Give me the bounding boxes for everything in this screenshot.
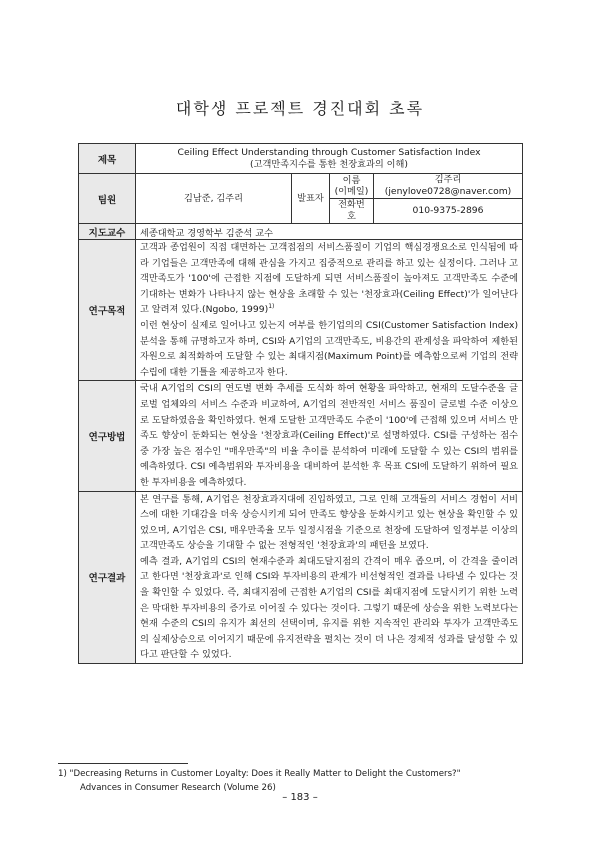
title-label: 제목 — [79, 144, 136, 174]
footnote-line-2: Advances in Consumer Research (Volume 26) — [80, 783, 276, 793]
title-english: Ceiling Effect Understanding through Customer Satisfaction Index — [177, 146, 481, 158]
method-label: 연구방법 — [79, 381, 136, 491]
footnote-line-1: 1) "Decreasing Returns in Customer Loyalty: Does it Really Matter to Delight the Customers?" — [58, 769, 461, 779]
result-label: 연구결과 — [79, 491, 136, 664]
phone-label: 전화번호 — [330, 199, 374, 224]
method-text: 국내 A기업의 CSI의 연도별 변화 추세를 도식화 하여 현황을 파악하고, 현재의 도달수준을 글로벌 업체와의 서비스 수준과 비교하여, A기업의 전반적인 서비스 품질이 글로벌 수준 이상으로 도달하였음을 확인하였다. 현재 도달한 고객만족도 수준이 '100'에 근접해 있으며 서비스 만족도 향상이 둔화되는 현상을 '천장효과(Ceiling Effect)'로 설명하였다. CSI를 구성하는 점수 중 가장 높은 점수인 "매우만족"의 비율 추이를 분석하여 미래에 도달할 수 있는 CSI의 범위를 예측하였다. CSI 예측범위와 투자비용을 대비하여 분석한 후 목표 CSI에 도달하기 위하여 필요한 투자비용을 예측하였다. — [136, 381, 523, 491]
presenter-label: 발표자 — [292, 174, 330, 224]
presenter-name: 김주리 — [434, 174, 462, 185]
footnote-ref: 1) — [268, 303, 275, 311]
presenter-email: (jenylove0728@naver.com) — [384, 186, 512, 197]
purpose-label: 연구목적 — [79, 240, 136, 381]
name-email-label: 이름 (이메일) — [330, 174, 374, 199]
footnote-divider — [58, 763, 188, 764]
purpose-row — [79, 240, 523, 381]
purpose-text — [136, 240, 523, 381]
phone-value: 010-9375-2896 — [374, 199, 523, 224]
abstract-table — [78, 143, 523, 664]
presenter-contact — [374, 174, 523, 199]
advisor-label: 지도교수 — [79, 224, 136, 240]
title-cell — [136, 144, 523, 174]
footnote — [58, 767, 558, 795]
page-number: – 183 – — [282, 792, 318, 803]
team-label: 팀원 — [79, 174, 136, 224]
team-members: 김남준, 김주리 — [136, 174, 292, 224]
purpose-paragraph-1: 고객과 종업원이 직접 대면하는 고객접점의 서비스품질이 기업의 핵심경쟁요소로 인식됨에 따라 기업들은 고객만족에 대해 관심을 가지고 집중적으로 관리를 하고 있는 실정이다. 그러나 고객만족도가 '100'에 근접한 지점에 도달하게 되면 서비스품질이 높아져도 고객만족도 수준에 기대하는 변화가 나타나지 않는 현상을 초래할 수 있는 '천장효과(Ceiling Effect)'가 일어난다고 알려져 있다.(Ngobo, 1999) — [140, 242, 519, 316]
result-paragraph-2: 예측 결과, A기업의 CSI의 현재수준과 최대도달지점의 간격이 매우 좁으며, 이 간격을 줄이려고 한다면 '천장효과'로 인해 CSI와 투자비용의 관계가 비선형적인 결과를 나타낼 수 있다는 것을 확인할 수 있었다. 즉, 최대지점에 근접한 A기업의 CSI를 최대지점에 도달시키기 위한 노력은 막대한 투자비용의 증가로 이어질 수 있다는 것이다. 그렇기 때문에 상승을 위한 노력보다는 현재 수준의 CSI의 유지가 최선의 선택이며, 유지를 위한 지속적인 관리와 투자가 고객만족도의 실제상승으로 이어지기 때문에 유지전략을 펼치는 것이 더 나은 경제적 성과를 달성할 수 있다고 판단할 수 있었다. — [140, 555, 519, 661]
title-row — [79, 144, 523, 174]
result-row — [79, 491, 523, 664]
purpose-paragraph-2: 이런 현상이 실제로 일어나고 있는지 여부를 한기업의의 CSI(Customer Satisfaction Index)분석을 통해 규명하고자 하며, CSI와 A기업의 고객만족도, 비용간의 관계성을 파악하여 제한된 자원으로 최적화하여 도달할 수 있는 최대지점(Maximum Point)를 예측함으로써 기업의 전략수립에 대한 기틀을 제공하고자 한다. — [140, 319, 519, 378]
result-text — [136, 491, 523, 664]
advisor-value: 세종대학교 경영학부 김준석 교수 — [136, 224, 523, 240]
method-row — [79, 381, 523, 491]
team-row — [79, 174, 523, 199]
title-korean: (고객만족지수를 통한 천장효과의 이해) — [250, 158, 408, 170]
result-paragraph-1: 본 연구를 통해, A기업은 천장효과지대에 진입하였고, 그로 인해 고객들의 서비스 경험이 서비스에 대한 기대감을 더욱 상승시키게 되어 만족도 향상을 둔화시키고 있는 현상을 확인할 수 있었으며, A기업은 CSI, 매우만족율 모두 일정시점을 기준으로 천장에 도달하여 일정부분 이상의 고객만족도 상승을 기대할 수 없는 전형적인 '천장효과'의 패턴을 보였다. — [140, 493, 519, 552]
document-title: 대학생 프로젝트 경진대회 초록 — [175, 99, 425, 118]
advisor-row — [79, 224, 523, 240]
